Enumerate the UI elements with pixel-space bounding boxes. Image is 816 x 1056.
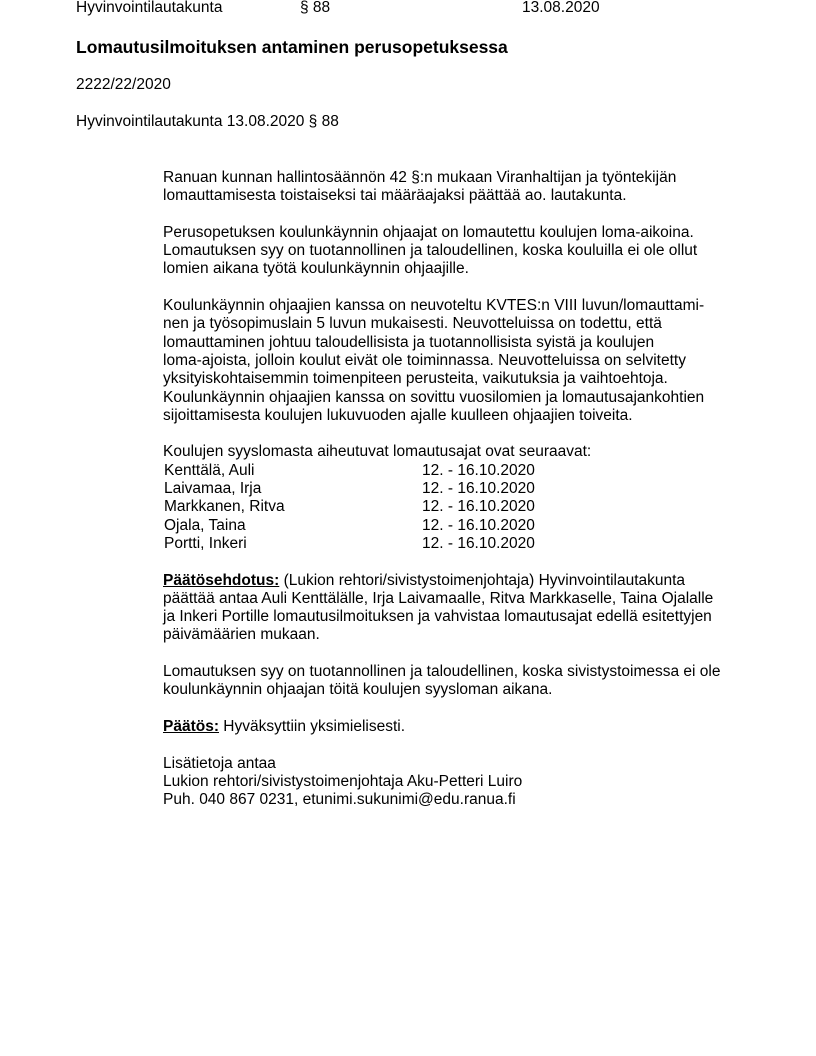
- header-date: 13.08.2020: [522, 0, 600, 16]
- table-row: [164, 535, 535, 553]
- proposal-label: Päätösehdotus:: [163, 571, 280, 589]
- document-body: [163, 169, 748, 809]
- layoff-period: 12. - 16.10.2020: [422, 498, 535, 516]
- layoff-period: 12. - 16.10.2020: [422, 480, 535, 498]
- decision-proposal: [163, 572, 748, 645]
- employee-name: Markkanen, Ritva: [164, 498, 285, 516]
- table-row: [164, 517, 535, 535]
- table-row: [164, 480, 535, 498]
- layoff-schedule-table: [164, 462, 535, 553]
- employee-name: Laivamaa, Irja: [164, 480, 262, 498]
- table-row: [164, 462, 535, 480]
- paragraph-reason: Lomautuksen syy on tuotannollinen ja taloudellinen, koska sivistystoimessa ei ole koulunkäynnin ohjaajan töitä koulujen syysloman aikana.: [163, 663, 721, 699]
- header-committee: Hyvinvointilautakunta: [76, 0, 223, 16]
- table-row: [164, 498, 535, 516]
- contact-person: Lukion rehtori/sivistystoimenjohtaja Aku-Petteri Luiro: [163, 772, 523, 790]
- document-title: Lomautusilmoituksen antaminen perusopetuksessa: [76, 37, 508, 57]
- layoff-period: 12. - 16.10.2020: [422, 534, 535, 552]
- employee-name: Ojala, Taina: [164, 516, 246, 534]
- decision-label: Päätös:: [163, 717, 219, 735]
- employee-name: Kenttälä, Auli: [164, 461, 255, 479]
- header-section-number: § 88: [300, 0, 331, 16]
- contact-heading: Lisätietoja antaa: [163, 754, 276, 772]
- contact-details: Puh. 040 867 0231, etunimi.sukunimi@edu.ranua.fi: [163, 791, 516, 809]
- proposal-text: (Lukion rehtori/sivistystoimenjohtaja) Hyvinvointilautakunta päättää antaa Auli Kenttälälle, Irja Laivamaalle, Ritva Markkaselle, Taina Ojalalle ja Inkeri Portille lomautusilmoituksen ja vahvistaa lomautusajat edellä esitettyjen päivämäärien mukaan.: [163, 571, 714, 644]
- paragraph-background: Perusopetuksen koulunkäynnin ohjaajat on lomautettu koulujen loma-aikoina. Lomautuksen syy on tuotannollinen ja taloudellinen, koska kouluilla ei ole ollut lomien aikana työtä koulunkäynnin ohjaajille.: [163, 223, 698, 278]
- meeting-reference: Hyvinvointilautakunta 13.08.2020 § 88: [76, 113, 339, 130]
- layoff-period: 12. - 16.10.2020: [422, 461, 535, 479]
- diary-number: 2222/22/2020: [76, 76, 171, 93]
- employee-name: Portti, Inkeri: [164, 534, 247, 552]
- paragraph-negotiations: Koulunkäynnin ohjaajien kanssa on neuvoteltu KVTES:n VIII luvun/lomauttami- nen ja työsopimuslain 5 luvun mukaisesti. Neuvotteluissa on todettu, että lomauttaminen johtuu taloudellisista ja tuotannollisista syistä ja koulujen loma-ajoista, jolloin koulut eivät ole toiminnassa. Neuvotteluissa on selvitetty yksityiskohtaisemmin toimenpiteen perusteita, vaikutuksia ja vaihtoehtoja. Koulunkäynnin ohjaajien kanssa on sovittu vuosilomien ja lomautusajankohtien sijoittamisesta koulujen lukuvuoden ajalle kuulleen ohjaajien toiveita.: [163, 297, 705, 424]
- layoff-period: 12. - 16.10.2020: [422, 516, 535, 534]
- decision: [163, 718, 748, 736]
- paragraph-regulation: Ranuan kunnan hallintosäännön 42 §:n mukaan Viranhaltijan ja työntekijän lomauttamisesta toistaiseksi tai määräajaksi päättää ao. lautakunta.: [163, 169, 677, 205]
- document-header: [76, 0, 776, 18]
- schedule-intro: Koulujen syyslomasta aiheutuvat lomautusajat ovat seuraavat:: [163, 443, 592, 461]
- decision-text: Hyväksyttiin yksimielisesti.: [219, 717, 406, 735]
